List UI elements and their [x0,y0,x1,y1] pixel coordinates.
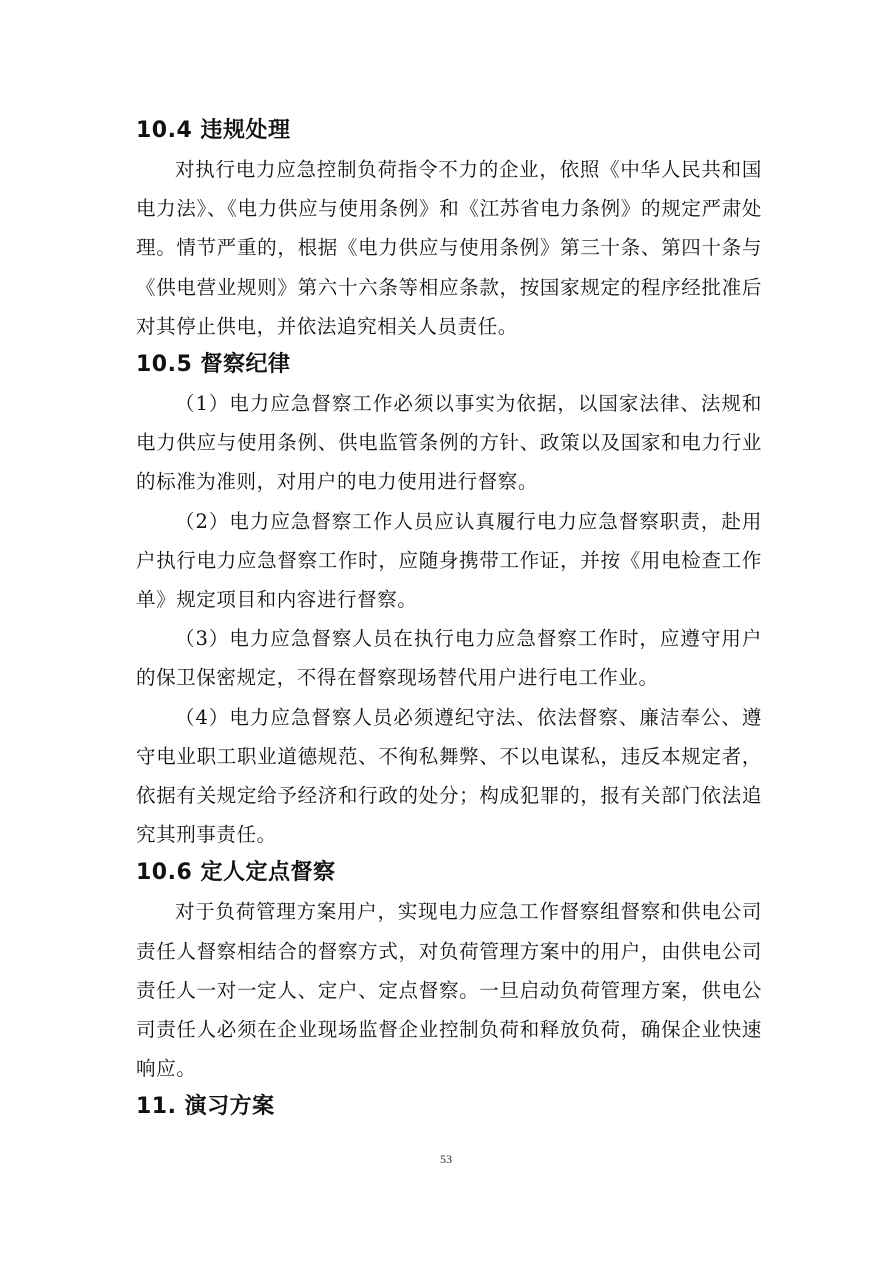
section-heading-10-5: 10.5 督察纪律 [136,352,291,378]
page-number: 53 [440,1152,452,1166]
paragraph: （2）电力应急督察工作人员应认真履行电力应急督察职责，赴用户执行电力应急督察工作时，应随身携带工作证，并按《用电检查工作单》规定项目和内容进行督察。 [136,509,762,612]
paragraph: （3）电力应急督察人员在执行电力应急督察工作时，应遵守用户的保卫保密规定，不得在督察现场替代用户进行电工作业。 [136,627,762,690]
section-heading-10-6: 10.6 定人定点督察 [136,860,336,886]
section-heading-11: 11. 演习方案 [136,1094,275,1120]
paragraph: 对于负荷管理方案用户，实现电力应急工作督察组督察和供电公司责任人督察相结合的督察方式，对负荷管理方案中的用户，由供电公司责任人一对一定人、定户、定点督察。一旦启动负荷管理方案，供电公司责任人必须在企业现场监督企业控制负荷和释放负荷，确保企业快速响应。 [136,900,762,1081]
paragraph: （4）电力应急督察人员必须遵纪守法、依法督察、廉洁奉公、遵守电业职工职业道德规范、不徇私舞弊、不以电谋私，违反本规定者，依据有关规定给予经济和行政的处分；构成犯罪的，报有关部门依法追究其刑事责任。 [136,705,762,847]
paragraph: （1）电力应急督察工作必须以事实为依据，以国家法律、法规和电力供应与使用条例、供电监管条例的方针、政策以及国家和电力行业的标准为准则，对用户的电力使用进行督察。 [136,392,762,494]
paragraph: 对执行电力应急控制负荷指令不力的企业，依照《中华人民共和国电力法》、《电力供应与使用条例》和《江苏省电力条例》的规定严肃处理。情节严重的，根据《电力供应与使用条例》第三十条、第四十条与《供电营业规则》第六十六条等相应条款，按国家规定的程序经批准后对其停止供电，并依法追究相关人员责任。 [136,158,762,338]
section-heading-10-4: 10.4 违规处理 [136,118,291,143]
page-content [136,112,762,1126]
